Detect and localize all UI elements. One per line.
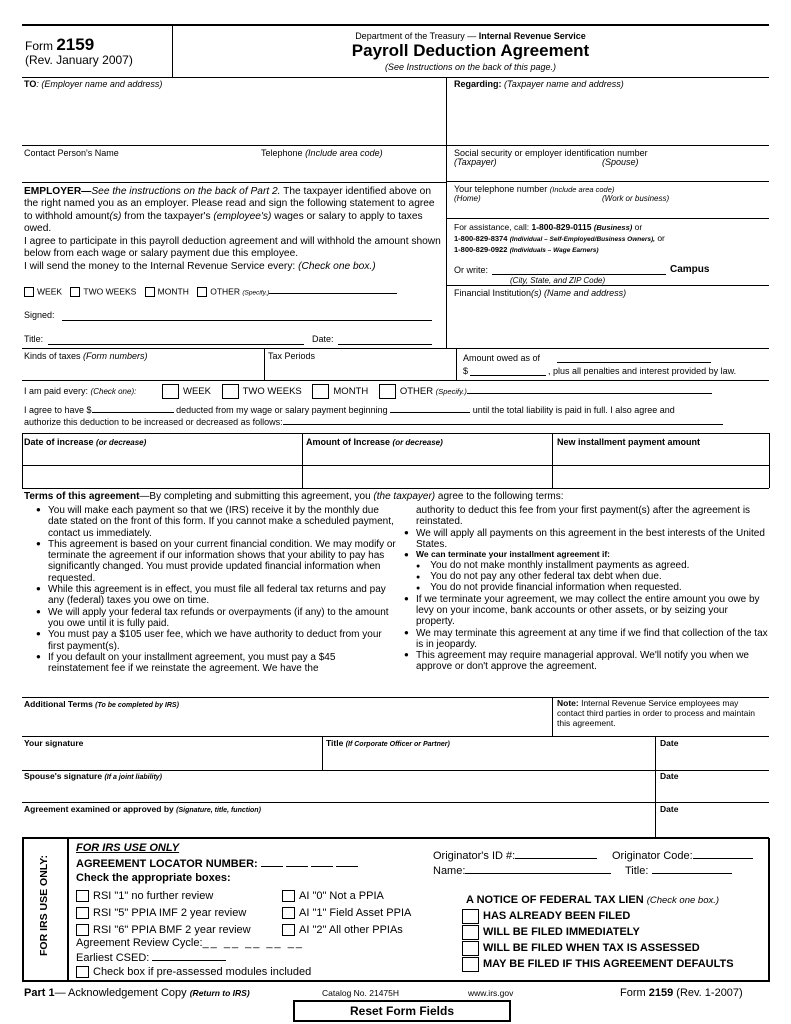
preassessed-checkbox[interactable] xyxy=(76,966,89,978)
employer-name-address-field[interactable]: TO: (Employer name and address) xyxy=(24,79,163,89)
third-party-note: Note: Internal Revenue Service employees may contact third parties in order to process and maintain this agreement. xyxy=(557,698,755,728)
campus-label: Campus xyxy=(670,264,710,275)
dollar-sign: $ xyxy=(463,366,469,376)
amount-of-increase-header: Amount of Increase (or decrease) xyxy=(306,437,443,447)
terms-heading: Terms of this agreement—By completing and submitting this agreement, you (the taxpayer) agree to the following terms: xyxy=(24,491,564,502)
home-phone-hint: (Home) xyxy=(454,194,481,203)
lien-filed-immediately-checkbox[interactable] xyxy=(462,925,479,940)
penalties-text: , plus all penalties and interest provided by law. xyxy=(548,366,737,376)
deduction-amount-field[interactable] xyxy=(92,412,174,413)
kinds-of-taxes-field[interactable]: Kinds of taxes (Form numbers) xyxy=(24,351,148,361)
rsi-1-checkbox[interactable] xyxy=(76,890,89,902)
ai-2-checkbox[interactable] xyxy=(282,924,295,936)
agree-deduction-text: I agree to have $ deducted from my wage or salary payment beginning until the total liability is paid in full. I also agree and xyxy=(24,405,675,415)
employer-title-label: Title: xyxy=(24,334,44,344)
your-signature-date-field[interactable]: Date xyxy=(660,738,679,748)
term-item: ● You will make each payment so that we (IRS) receive it by the monthly due date stated on the front of this form. If you cannot make a scheduled payment, contact us immediately. xyxy=(36,505,398,539)
write-label: Or write: xyxy=(454,265,489,275)
term-item: ● You must pay a $105 user fee, which we have authority to deduct from your first payment(s). xyxy=(36,629,398,652)
increase-date-field[interactable] xyxy=(23,466,302,487)
contact-person-field[interactable]: Contact Person's Name xyxy=(24,148,119,158)
spouse-signature-field[interactable]: Spouse's signature (If a joint liability) xyxy=(24,771,163,781)
taxpayer-name-address-field[interactable]: Regarding: (Taxpayer name and address) xyxy=(454,79,624,89)
term-item: ● This agreement may require managerial approval. We'll notify you when we approve or don't approve the agreement. xyxy=(404,650,768,673)
paid-two-weeks-checkbox[interactable] xyxy=(222,384,239,399)
review-cycle-field[interactable]: Agreement Review Cycle:__ __ __ __ __ xyxy=(76,937,304,949)
city-state-zip-hint: (City, State, and ZIP Code) xyxy=(510,276,606,285)
new-installment-field[interactable] xyxy=(553,466,769,487)
part-1-label: Part 1— Acknowledgement Copy (Return to IRS) xyxy=(24,987,250,999)
employer-two-weeks-checkbox[interactable] xyxy=(70,287,80,297)
spouse-signature-date-field[interactable]: Date xyxy=(660,771,679,781)
lien-already-filed-checkbox[interactable] xyxy=(462,909,479,924)
terms-right-continuation: authority to deduct this fee from your first payment(s) after the agreement is reinstated. xyxy=(416,505,751,528)
amount-owed-label: Amount owed as of xyxy=(463,353,541,363)
ai-options: AI "0" Not a PPIA AI "1" Field Asset PPIA AI "2" All other PPIAs xyxy=(282,888,411,939)
term-item: ● We can terminate your installment agreement if: xyxy=(404,550,768,560)
deduction-start-date-field[interactable] xyxy=(390,412,470,413)
term-item: ● While this agreement is in effect, you must file all federal tax returns and pay any (federal) taxes you owe on time. xyxy=(36,584,398,607)
ai-0-checkbox[interactable] xyxy=(282,890,295,902)
date-of-increase-header: Date of increase (or decrease) xyxy=(24,437,147,447)
form-title: Payroll Deduction Agreement xyxy=(351,41,590,60)
term-item: ● We will apply your federal tax refunds or overpayments (if any) to the amount you owe until it is fully paid. xyxy=(36,607,398,630)
irs-title-field[interactable]: Title: xyxy=(625,865,732,878)
rsi-5-checkbox[interactable] xyxy=(76,907,89,919)
employer-date-label: Date: xyxy=(312,334,334,344)
employer-signature-line[interactable] xyxy=(62,320,432,321)
term-item: ● This agreement is based on your current financial condition. We may modify or terminate the agreement if our information shows that your ability to pay has significantly changed. You must provide updated financial information when requested. xyxy=(36,539,398,584)
write-address-field[interactable] xyxy=(492,274,666,275)
ssn-field[interactable]: Social security or employer identification number xyxy=(454,148,648,158)
increase-amount-field[interactable] xyxy=(303,466,552,487)
footer-form-number: Form 2159 (Rev. 1-2007) xyxy=(620,987,743,999)
tax-lien-heading: A NOTICE OF FEDERAL TAX LIEN (Check one box.) xyxy=(466,894,720,906)
amount-owed-date-field[interactable] xyxy=(557,362,711,363)
employer-signed-label: Signed: xyxy=(24,310,55,320)
additional-terms-field[interactable]: Additional Terms (To be completed by IRS) xyxy=(24,699,179,709)
revision-date: (Rev. January 2007) xyxy=(25,53,133,67)
irs-use-heading: FOR IRS USE ONLY xyxy=(76,842,180,854)
term-item: ● If you default on your installment agreement, you must pay a $45 reinstatement fee if we reinstate the agreement. We have the xyxy=(36,652,398,675)
irs-url: www.irs.gov xyxy=(468,988,514,998)
assistance-info: For assistance, call: 1-800-829-0115 (Business) or 1-800-829-8374 (Individual – Self-Employed/Business Owners), or 1-800-829-0922 (Individuals – Wage Earners) xyxy=(454,222,665,254)
form-number-label: Form 2159 xyxy=(25,35,95,54)
catalog-number: Catalog No. 21475H xyxy=(322,988,400,998)
employer-instructions: EMPLOYER—See the instructions on the back of Part 2. The taxpayer identified above on the right named you as an employer. Please read and sign the following statement to agree to withhold amount(s) from the taxpayer's (employee's) wages or salary to apply to taxes owed. I agree to participate in this payroll deduction agreement and will withhold the amount shown below from each wage or salary payment due this employee. I will send the money to the Internal Revenue Service every: (Check one box.) xyxy=(24,186,441,272)
employer-frequency-options: WEEK TWO WEEKS MONTH OTHER (Specify.) xyxy=(24,287,397,297)
amount-owed-field[interactable] xyxy=(470,375,546,376)
signature-title-field[interactable]: Title (If Corporate Officer or Partner) xyxy=(326,738,450,748)
term-subitem: ● You do not pay any other federal tax debt when due. xyxy=(416,571,662,583)
paid-every-row: I am paid every: (Check one): xyxy=(24,386,137,396)
reset-form-button[interactable]: Reset Form Fields xyxy=(293,1000,511,1022)
originator-id-field[interactable]: Originator's ID #: xyxy=(433,850,597,863)
top-rule xyxy=(22,24,769,26)
paid-month-checkbox[interactable] xyxy=(312,384,329,399)
employer-month-checkbox[interactable] xyxy=(145,287,155,297)
department-line: Department of the Treasury — Internal Revenue Service xyxy=(355,31,586,41)
instructions-note: (See Instructions on the back of this page.) xyxy=(384,62,557,72)
tax-lien-options: HAS ALREADY BEEN FILED WILL BE FILED IMMEDIATELY WILL BE FILED WHEN TAX IS ASSESSED MAY BE FILED IF THIS AGREEMENT DEFAULTS xyxy=(462,908,734,972)
telephone-field[interactable]: Telephone (Include area code) xyxy=(261,148,383,158)
rsi-6-checkbox[interactable] xyxy=(76,924,89,936)
irs-name-field[interactable]: Name: xyxy=(433,865,611,878)
term-item: ● We may terminate this agreement at any time if we find that collection of the tax is in jeopardy. xyxy=(404,628,768,651)
term-subitem: ● You do not make monthly installment payments as agreed. xyxy=(416,559,690,571)
term-item: ● If we terminate your agreement, we may collect the entire amount you owe by levy on your income, bank accounts or other assets, or by seizing your property. xyxy=(404,594,768,628)
examined-by-field[interactable]: Agreement examined or approved by (Signature, title, function) xyxy=(24,804,261,814)
paid-every-options: WEEK TWO WEEKS MONTH OTHER (Specify.) xyxy=(162,384,712,399)
terms-right-column xyxy=(404,505,768,673)
authorize-text: authorize this deduction to be increased or decreased as follows: xyxy=(24,417,723,427)
examined-date-field[interactable]: Date xyxy=(660,804,679,814)
financial-institution-field[interactable]: Financial Institution(s) (Name and address) xyxy=(454,288,627,298)
check-boxes-label: Check the appropriate boxes: xyxy=(76,872,231,884)
ai-1-checkbox[interactable] xyxy=(282,907,295,919)
irs-use-side-label: FOR IRS USE ONLY: xyxy=(37,855,50,956)
your-signature-field[interactable]: Your signature xyxy=(24,738,84,748)
earliest-csed-field[interactable]: Earliest CSED: xyxy=(76,952,226,965)
term-subitem: ● You do not provide financial information when requested. xyxy=(416,582,682,594)
ssn-spouse-hint: (Spouse) xyxy=(602,157,639,167)
lien-when-assessed-checkbox[interactable] xyxy=(462,941,479,956)
agreement-locator-field[interactable]: AGREEMENT LOCATOR NUMBER: xyxy=(76,858,358,871)
terms-left-column xyxy=(36,505,398,674)
work-phone-hint: (Work or business) xyxy=(602,194,670,203)
employer-other-specify-field[interactable] xyxy=(269,293,397,294)
paid-other-specify-field[interactable] xyxy=(467,393,712,394)
rsi-options: RSI "1" no further review RSI "5" PPIA IMF 2 year review RSI "6" PPIA BMF 2 year review xyxy=(76,888,251,939)
employer-week-checkbox[interactable] xyxy=(24,287,34,297)
authorize-change-field[interactable] xyxy=(283,424,723,425)
tax-periods-field[interactable]: Tax Periods xyxy=(268,351,316,361)
term-item: ● We will apply all payments on this agreement in the best interests of the United States. xyxy=(404,528,768,551)
employer-date-field[interactable] xyxy=(338,344,432,345)
employer-other-checkbox[interactable] xyxy=(197,287,207,297)
your-telephone-field[interactable]: Your telephone number (Include area code) xyxy=(454,184,615,194)
preassessed-option: Check box if pre-assessed modules included xyxy=(76,966,311,979)
paid-week-checkbox[interactable] xyxy=(162,384,179,399)
ssn-taxpayer-hint: (Taxpayer) xyxy=(454,157,497,167)
employer-title-field[interactable] xyxy=(48,344,304,345)
originator-code-field[interactable]: Originator Code: xyxy=(612,850,753,863)
new-installment-header: New installment payment amount xyxy=(557,437,701,447)
paid-other-checkbox[interactable] xyxy=(379,384,396,399)
lien-if-default-checkbox[interactable] xyxy=(462,957,479,972)
